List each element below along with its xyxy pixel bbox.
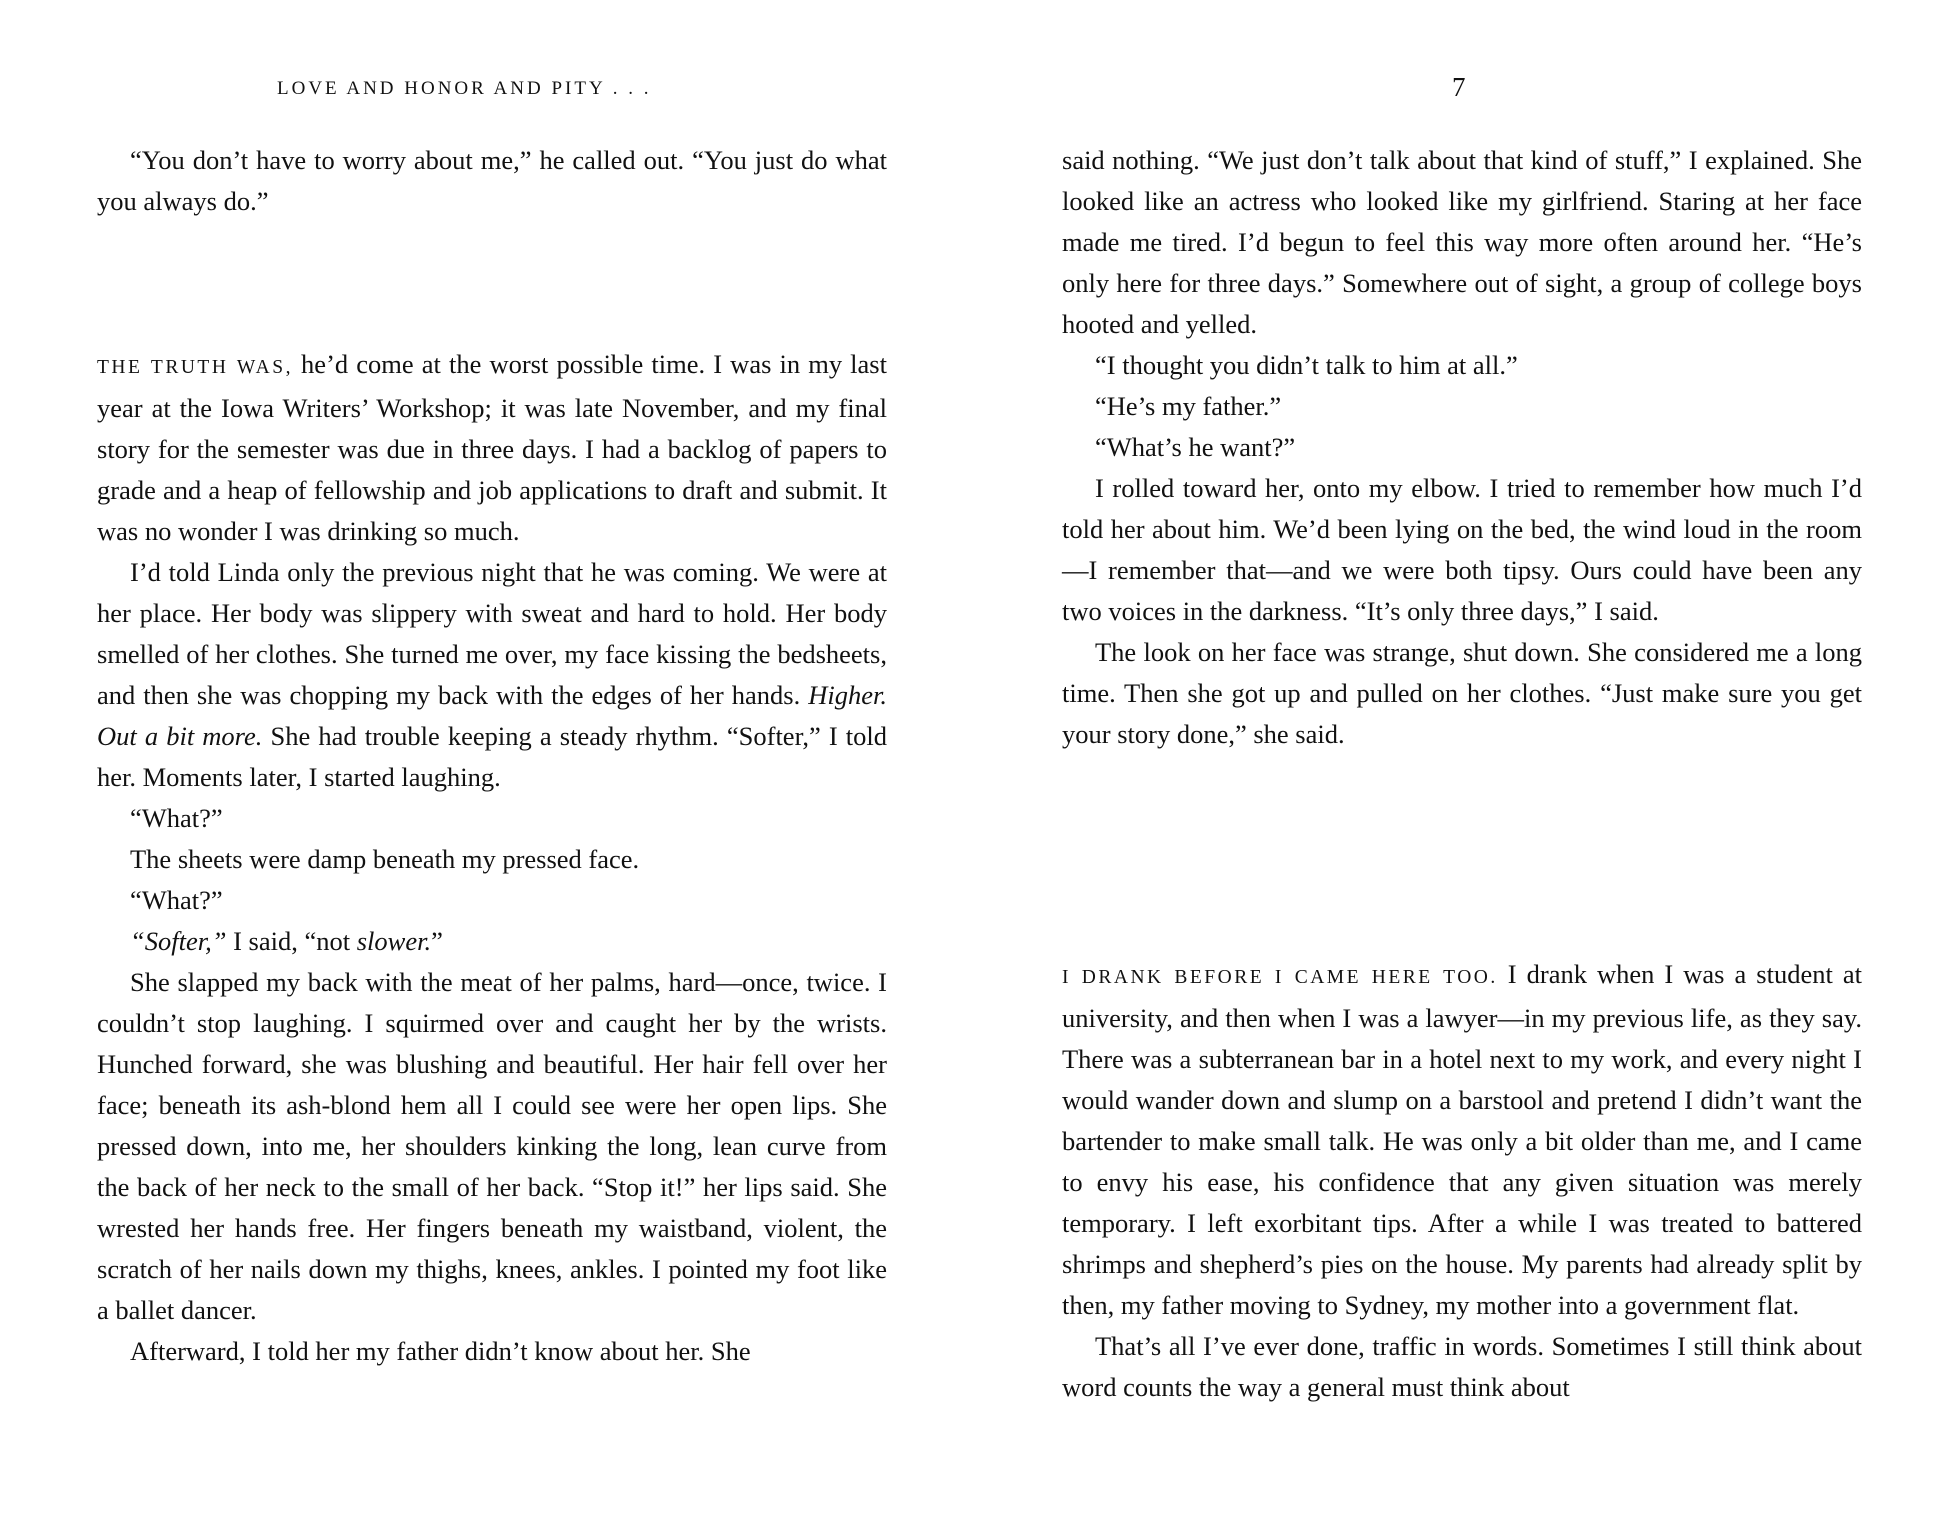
small-caps-opening: I DRANK BEFORE I CAME HERE TOO. [1062,967,1498,988]
section-1-text [1062,140,1862,755]
small-caps-opening: THE TRUTH WAS, [97,357,293,378]
paragraph: The sheets were damp beneath my pressed face. [130,844,640,874]
paragraph: “You don’t have to worry about me,” he called out. “You just do what you always do.” [97,145,887,216]
paragraph: “I thought you didn’t talk to him at all.” [1095,350,1518,380]
section-2-text [1062,954,1862,1408]
paragraph: She slapped my back with the meat of her palms, hard—once, twice. I couldn’t stop laughing. I squirmed over and caught her by the wrists. Hunched forward, she was blushing and beautiful. Her hair fell over her face; beneath its ash-blond hem all I could see were her open lips. She pressed down, into me, her shoulders kinking the long, lean curve from the back of her neck to the small of her back. “Stop it!” her lips said. She wrested her hands free. Her fingers beneath my waistband, violent, the scratch of her nails down my thighs, knees, ankles. I pointed my foot like a ballet dancer. [97,967,887,1325]
paragraph: The look on her face was strange, shut down. She considered me a long time. Then she got up and pulled on her clothes. “Just make sure you get your story done,” she said. [1062,637,1862,749]
paragraph: “What?” [130,885,223,915]
paragraph: I’d told Linda only the previous night that he was coming. We were at her place. Her body was slippery with sweat and hard to hold. Her body smelled of her clothes. She turned me over, my face kissing the bedsheets, and then she was chopping my back with the edges of her hands. Higher. Out a bit more. She had trouble keeping a steady rhythm. “Softer,” I told her. Moments later, I started laughing. [97,557,887,792]
italic-text: Higher. Out a bit more. [97,680,887,751]
paragraph: Afterward, I told her my father didn’t know about her. She [130,1336,751,1366]
section-opening-paragraph: THE TRUTH WAS, he’d come at the worst possible time. I was in my last year at the Iowa Writers’ Workshop; it was late November, and my final story for the semester was due in three days. I had a backlog of papers to grade and a heap of fellowship and job applications to draft and submit. It was no wonder I was drinking so much. [97,349,887,546]
right-page [1062,0,1862,1540]
paragraph: said nothing. “We just don’t talk about that kind of stuff,” I explained. She looked like an actress who looked like my girlfriend. Staring at her face made me tired. I’d begun to feel this way more often around her. “He’s only here for three days.” Somewhere out of sight, a group of college boys hooted and yelled. [1062,145,1862,339]
paragraph: I rolled toward her, onto my elbow. I tried to remember how much I’d told her about him. We’d been lying on the bed, the wind loud in the room—I remember that—and we were both tipsy. Ours could have been any two voices in the darkness. “It’s only three days,” I said. [1062,473,1862,626]
paragraph: “Softer,” I said, “not slower.” [130,926,443,956]
paragraph: “What?” [130,803,223,833]
section-opening-paragraph: I DRANK BEFORE I CAME HERE TOO. I drank when I was a student at university, and then when I was a lawyer—in my previous life, as they say. There was a subterranean bar in a hotel next to my work, and every night I would wander down and slump on a barstool and pretend I didn’t want the bartender to make small talk. He was only a bit older than me, and I came to envy his ease, his confidence that any given situation was merely temporary. I left exorbitant tips. After a while I was treated to battered shrimps and shepherd’s pies on the house. My parents had already split by then, my father moving to Sydney, my mother into a government flat. [1062,959,1862,1320]
left-page [97,0,887,1540]
paragraph: “What’s he want?” [1095,432,1296,462]
running-head: LOVE AND HONOR AND PITY . . . [277,78,652,99]
paragraph: “He’s my father.” [1095,391,1282,421]
paragraph: That’s all I’ve ever done, traffic in words. Sometimes I still think about word counts the way a general must think about [1062,1331,1862,1402]
section-1-text [97,140,887,222]
section-2-text [97,344,887,1372]
page-number: 7 [1452,72,1466,102]
